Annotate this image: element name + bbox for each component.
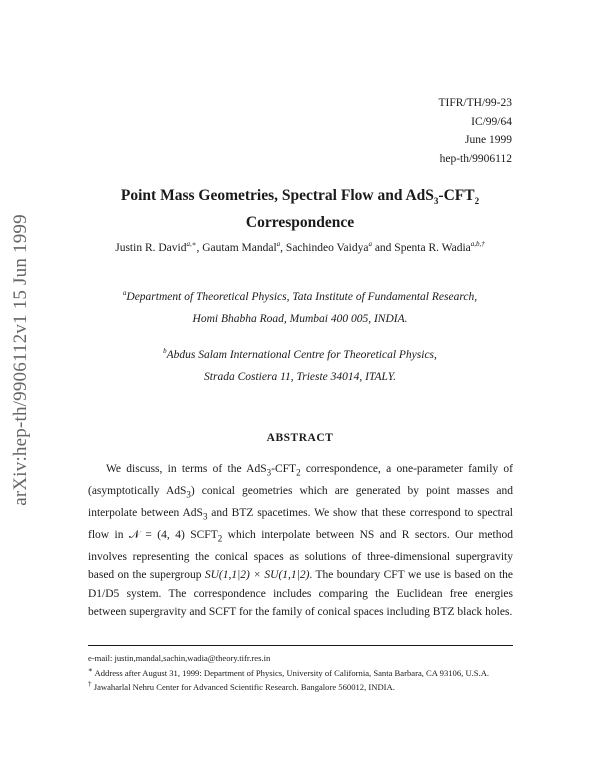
author-david: Justin R. David [115,241,187,254]
report-number-tifr: TIFR/TH/99-23 [438,97,512,109]
footnotes [88,653,518,693]
affiliation-ictp: $^b$Abdus Salam International Centre for Theoretical Physics, Strada Costiera 11, Trieste 34014, ITALY. [163,347,437,383]
paper-title [60,185,540,233]
abstract-body: We discuss, in terms of the $AdS_3-CFT_2$ correspondence, a one-parameter family of (asymptotically AdS$_3$) conical geometries which are generated by point masses and interpolate between AdS$_3$ and BTZ spacetimes. We show that these correspond to spectral flow in 𝒩 = (4, 4) $SCFT_2$ which interpolate between NS and R sectors. Our method involves representing the conical spaces as solutions of three-dimensional supergravity based on the supergroup SU(1,1|2) × SU(1,1|2). The boundary CFT we use is based on the D1/D5 system. The correspondence includes comparing the Euclidean free energies between supergravity and SCFT for the family of conical spaces including BTZ black holes. [88,463,513,619]
author-list: Justin R. David$^{a,∗}$, Gautam Mandal$^a$, Sachindeo Vaidya$^a$ and Spenta R. Wadia$^{a,b,\dagger}$ [115,240,485,254]
abstract-heading: ABSTRACT [266,432,334,444]
footnote-address: ∗ Address after August 31, 1999: Department of Physics, University of California, Santa Barbara, CA 93106, U.S.A. [88,665,490,678]
report-date: June 1999 [465,134,512,146]
arxiv-sidebar-stamp [6,210,36,510]
report-number-ic: IC/99/64 [471,115,512,128]
arxiv-identifier: arXiv:hep-th/9906112v1 15 Jun 1999 [10,214,31,506]
report-numbers [439,94,512,168]
affiliation-tifr: $^a$Department of Theoretical Physics, Tata Institute of Fundamental Research, Homi Bhabha Road, Mumbai 400 005, INDIA. [122,289,478,325]
author-vaidya: , Sachindeo Vaidya [280,241,369,254]
footnote-jncasr: † Jawaharlal Nehru Center for Advanced Scientific Research. Bangalore 560012, INDIA. [88,679,395,692]
supergroup-formula: SU(1,1|2) × SU(1,1|2) [204,569,310,582]
title-line-1: Point Mass Geometries, Spectral Flow and $AdS_3-CFT_2$ [120,187,480,207]
report-number-hepth: hep-th/9906112 [439,152,512,165]
footnote-email: e-mail: justin,mandal,sachin,wadia@theory.tifr.res.in [88,653,271,663]
author-mandal: , Gautam Mandal [196,241,277,254]
author-wadia: and Spenta R. Wadia [371,241,471,254]
title-line-2: Correspondence [245,214,355,232]
footnote-divider [88,645,513,646]
